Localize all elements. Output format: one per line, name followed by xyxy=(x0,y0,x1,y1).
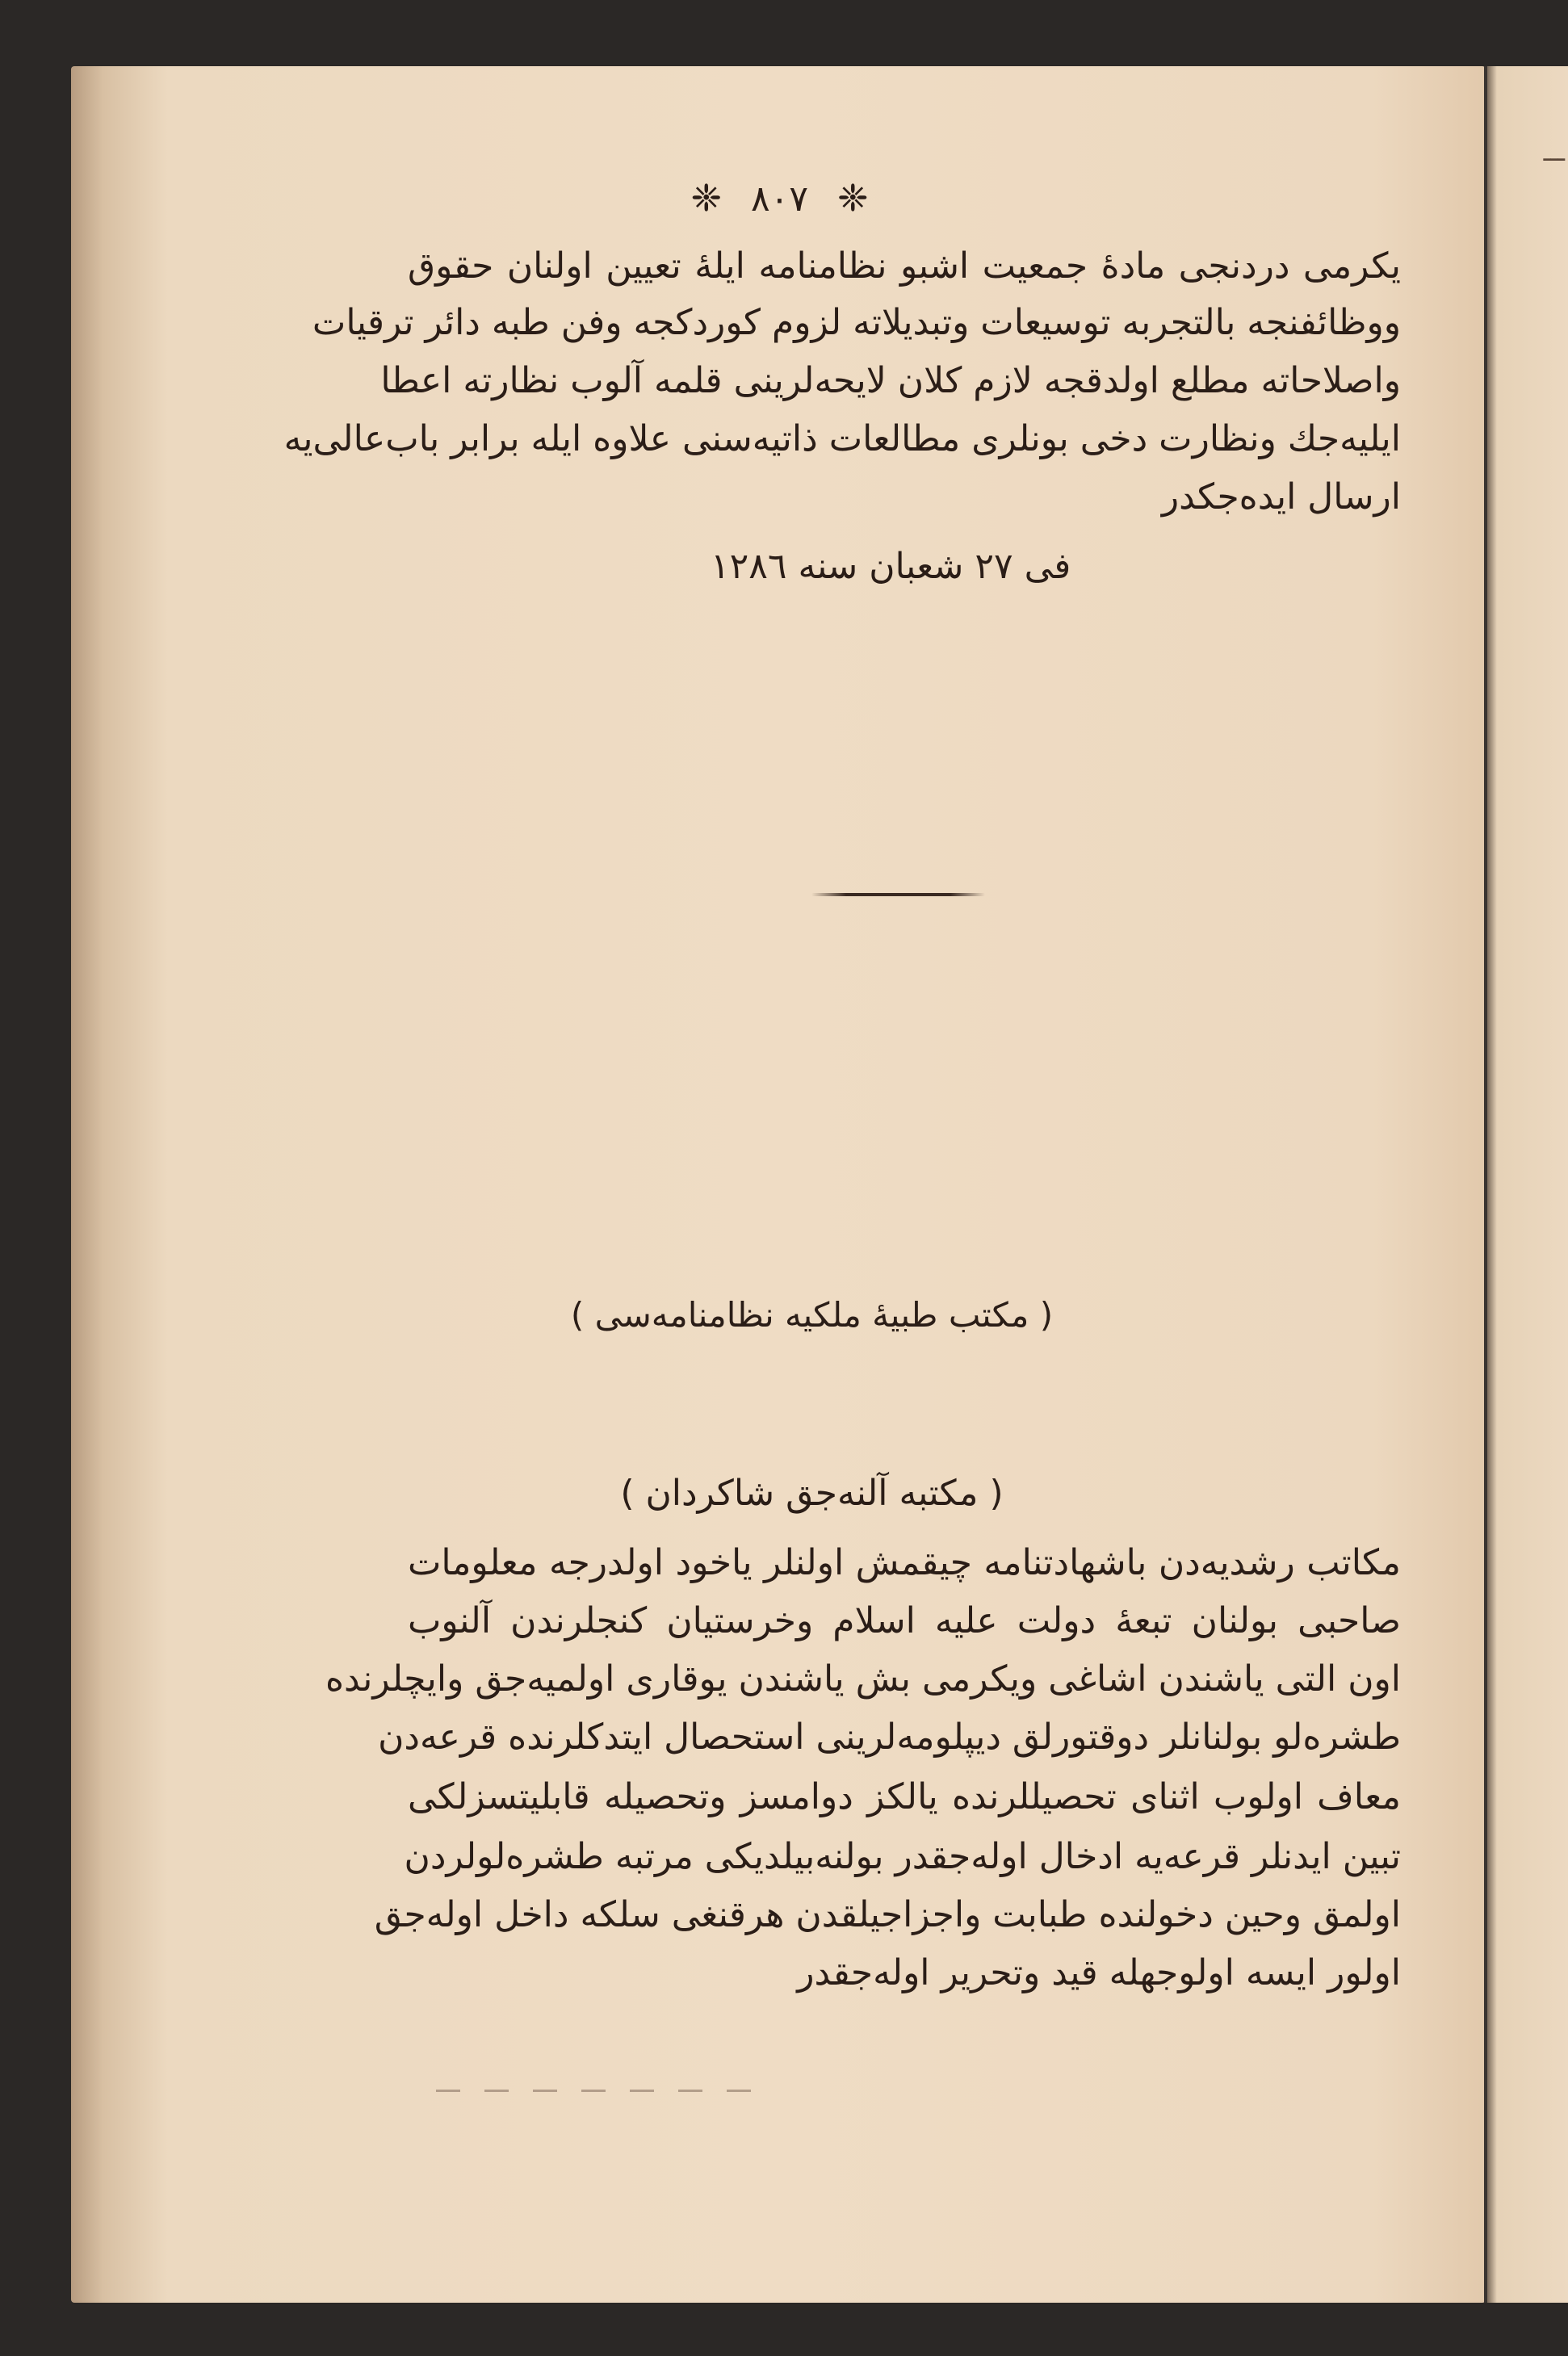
paragraph-line: اون التی یاشندن اشاغی ویکرمی بش یاشندن یوقاری اولمیه‌جق وایچلرنده xyxy=(325,1658,1401,1700)
bleed-through-marks xyxy=(436,2090,775,2092)
page-number: ٨٠٧ xyxy=(751,178,808,220)
article-line: ارسال ایده‌جکدر xyxy=(1161,476,1401,518)
ornament-icon: ❈ xyxy=(690,176,723,220)
paragraph-line: معاف اولوب اثنای تحصیللرنده یالکز دوامسز وتحصیله قابلیتسزلکی xyxy=(408,1776,1401,1817)
paragraph-line: صاحبی بولنان تبعهٔ دولت علیه اسلام وخرستیان کنجلرندن آلنوب xyxy=(408,1600,1401,1641)
paragraph-line: اولمق وحین دخولنده طبابت واجزاجیلقدن هرقنغی سلکه داخل اوله‌جق xyxy=(374,1894,1401,1935)
article-date: فی ٢٧ شعبان سنه ١٢٨٦ xyxy=(711,546,1071,587)
paragraph-line: مکاتب رشدیه‌دن باشهادتنامه چیقمش اولنلر یاخود اولدرجه معلومات xyxy=(408,1542,1401,1583)
article-line: ایلیه‌جك ونظارت دخی بونلری مطالعات ذاتیه‌سنی علاوه ایله برابر باب‌عالی‌یه xyxy=(283,418,1401,459)
subsection-title: ( مکتبه آلنه‌جق شاکردان ) xyxy=(620,1473,1004,1514)
article-line: ووظائفنجه بالتجربه توسیعات وتبدیلاته لزوم کوردکجه وفن طبه دائر ترقیات xyxy=(312,302,1401,343)
section-divider xyxy=(811,893,985,896)
paragraph-line: طشره‌لو بولنانلر دوقتورلق دیپلومه‌لرینی استحصال ایتدکلرنده قرعه‌دن xyxy=(378,1717,1401,1758)
adjacent-page-edge: ـــ xyxy=(1487,66,1568,2303)
article-line: واصلاحاته مطلع اولدقجه لازم کلان لایحه‌لرینی قلمه آلوب نظارته اعطا xyxy=(380,360,1401,401)
paragraph-line: اولور ایسه اولوجهله قید وتحریر اوله‌جقدر xyxy=(797,1952,1401,1993)
paragraph-line: تبین ایدنلر قرعه‌یه ادخال اوله‌جقدر بولنه‌بیلدیکی مرتبه طشره‌لولردن xyxy=(404,1836,1401,1877)
article-line: یکرمی دردنجی مادهٔ جمعیت اشبو نظامنامه ایلهٔ تعیین اولنان حقوق xyxy=(408,245,1401,287)
page-header xyxy=(0,176,1559,220)
ornament-icon: ❈ xyxy=(836,176,869,220)
section-title: ( مکتب طبیهٔ ملکیه نظامنامه‌سی ) xyxy=(570,1295,1054,1335)
